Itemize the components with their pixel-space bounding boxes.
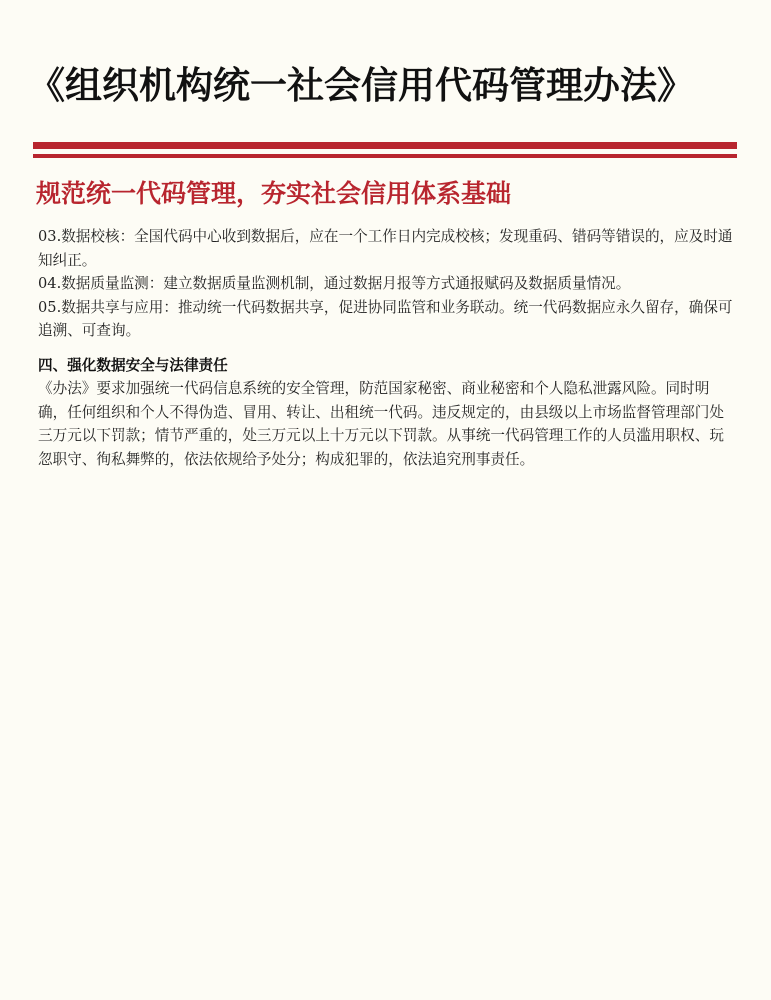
item-04: 04.数据质量监测：建立数据质量监测机制，通过数据月报等方式通报赋码及数据质量情况。 — [38, 275, 631, 292]
section-4-body: 《办法》要求加强统一代码信息系统的安全管理，防范国家秘密、商业秘密和个人隐私泄露风险。同时明确，任何组织和个人不得伪造、冒用、转让、出租统一代码。违反规定的，由县级以上市场监督管理部门处三万元以下罚款；情节严重的，处三万元以上十万元以下罚款。从事统一代码管理工作的人员滥用职权、玩忽职守、徇私舞弊的，依法依规给予处分；构成犯罪的，依法追究刑事责任。 — [38, 380, 724, 468]
divider-thick — [33, 142, 737, 149]
section-subtitle: 规范统一代码管理，夯实社会信用体系基础 — [36, 179, 512, 208]
content-body — [38, 225, 738, 471]
item-03: 03.数据校核：全国代码中心收到数据后，应在一个工作日内完成校核；发现重码、错码等错误的，应及时通知纠正。 — [38, 228, 733, 269]
divider-thin — [33, 154, 737, 158]
item-05: 05.数据共享与应用：推动统一代码数据共享，促进协同监管和业务联动。统一代码数据应永久留存，确保可追溯、可查询。 — [38, 298, 733, 339]
section-4-heading: 四、强化数据安全与法律责任 — [38, 356, 228, 374]
page-title: 《组织机构统一社会信用代码管理办法》 — [28, 64, 694, 107]
